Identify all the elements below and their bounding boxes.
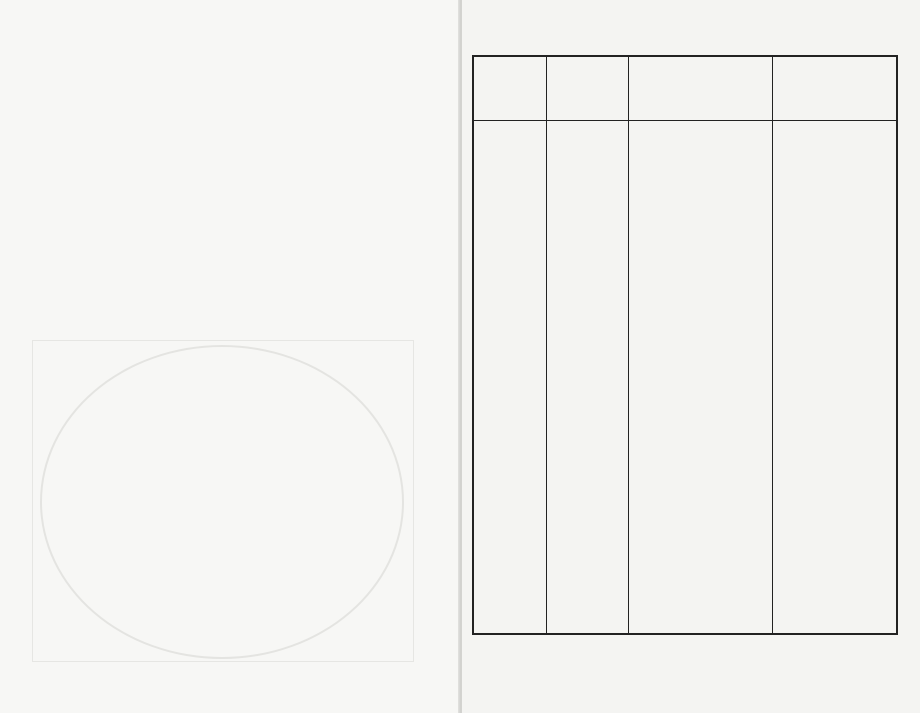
header-coordina <box>546 57 628 63</box>
header-hora <box>474 57 546 63</box>
col-divider <box>546 57 547 633</box>
schedule-table <box>472 55 898 635</box>
col-divider <box>772 57 773 633</box>
table-header <box>474 57 896 121</box>
ghost-emblem <box>40 345 404 659</box>
header-temas <box>772 57 898 63</box>
col-divider <box>628 57 629 633</box>
header-grupos <box>628 57 772 63</box>
